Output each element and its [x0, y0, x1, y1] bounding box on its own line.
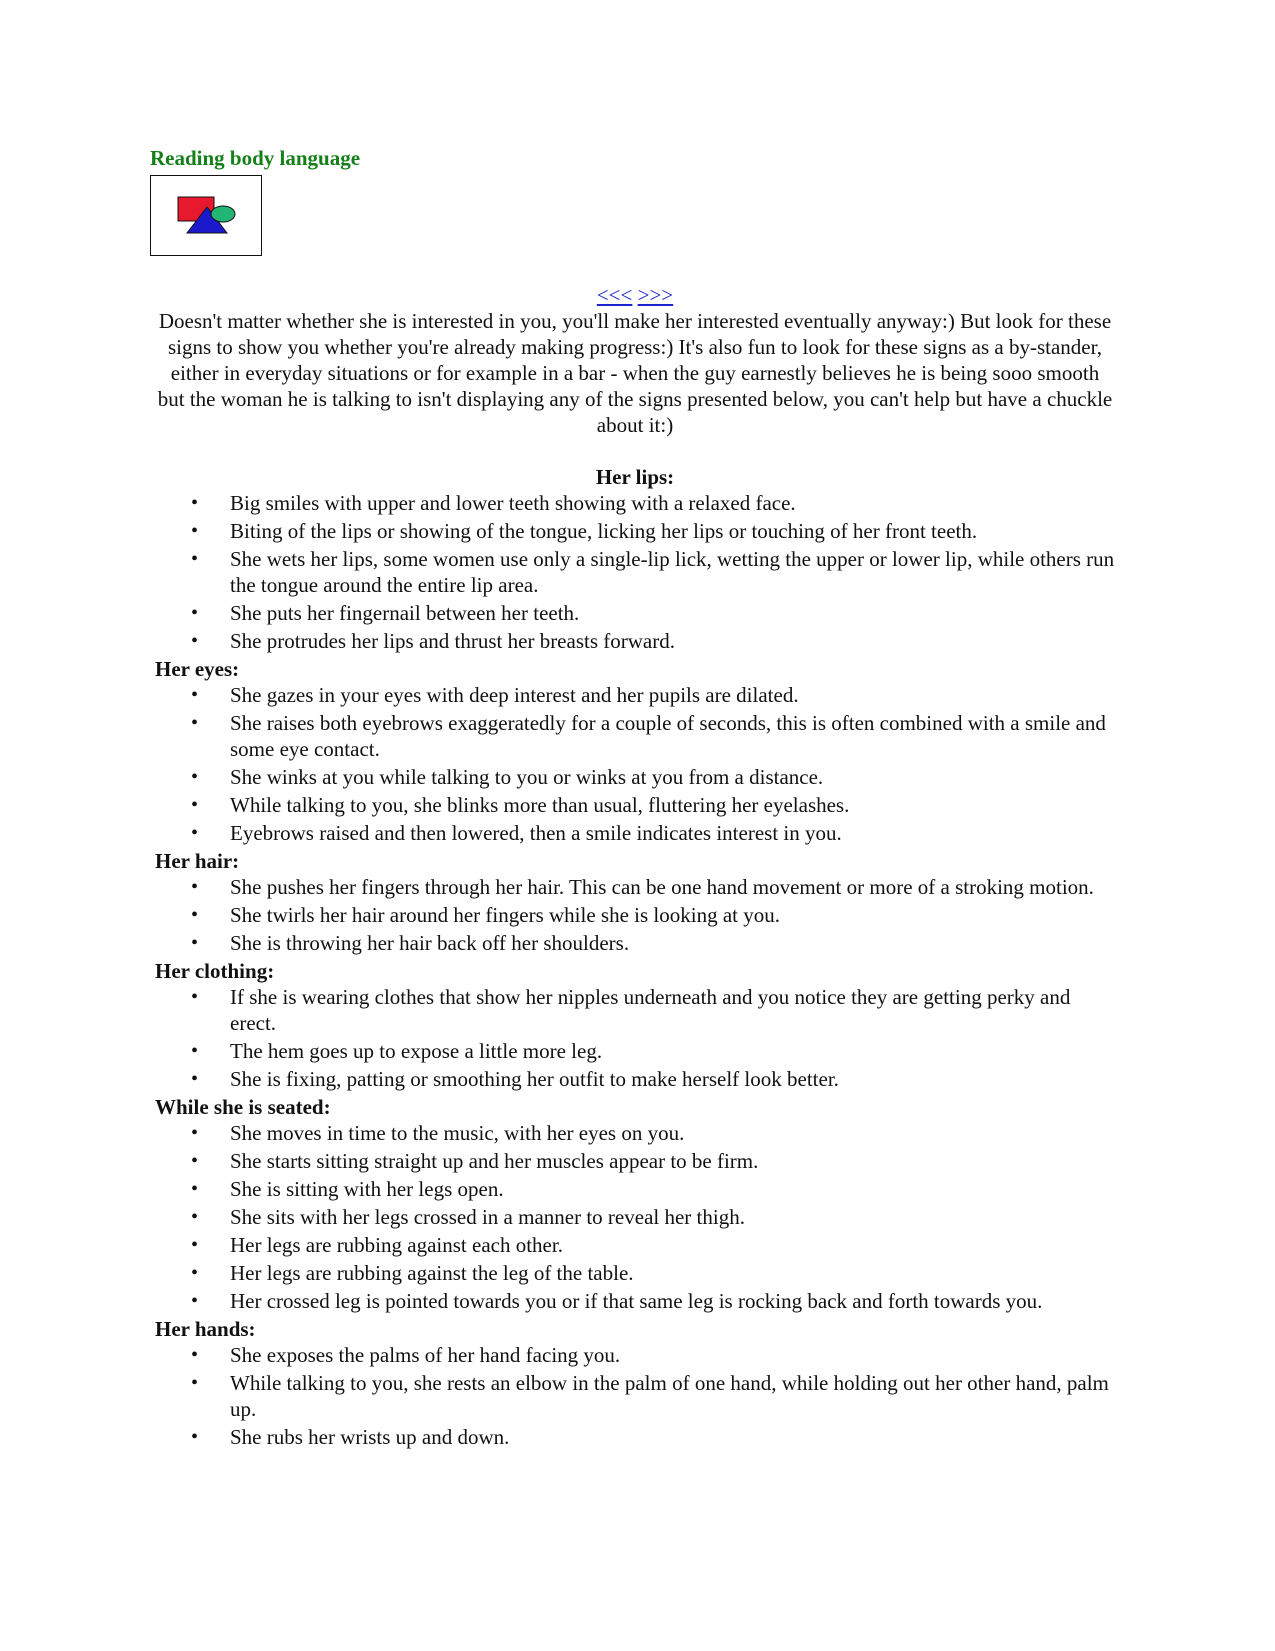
list-item: • She gazes in your eyes with deep interest and her pupils are dilated.	[155, 682, 1115, 708]
list-item: • She pushes her fingers through her hair. This can be one hand movement or more of a stroking motion.	[155, 874, 1115, 900]
sign-list	[155, 1120, 1115, 1314]
sign-list	[155, 874, 1115, 956]
section-heading: While she is seated:	[155, 1095, 331, 1119]
list-item: • She moves in time to the music, with her eyes on you.	[155, 1120, 1115, 1146]
list-item: • She puts her fingernail between her teeth.	[155, 600, 1115, 626]
list-item: • Biting of the lips or showing of the tongue, licking her lips or touching of her front teeth.	[155, 518, 1115, 544]
list-item: • She raises both eyebrows exaggeratedly for a couple of seconds, this is often combined with a smile and some eye contact.	[155, 710, 1115, 762]
list-item: • She rubs her wrists up and down.	[155, 1424, 1115, 1450]
list-item: • She twirls her hair around her fingers while she is looking at you.	[155, 902, 1115, 928]
section-heading: Her lips:	[595, 465, 675, 489]
list-item: • She sits with her legs crossed in a manner to reveal her thigh.	[155, 1204, 1115, 1230]
list-item: • Eyebrows raised and then lowered, then a smile indicates interest in you.	[155, 820, 1115, 846]
list-item: • Her crossed leg is pointed towards you or if that same leg is rocking back and forth towards you.	[155, 1288, 1115, 1314]
list-item: • She winks at you while talking to you or winks at you from a distance.	[155, 764, 1115, 790]
logo-frame	[150, 175, 262, 256]
sign-list	[155, 682, 1115, 846]
article-body	[155, 282, 1115, 1452]
section-heading: Her eyes:	[155, 657, 240, 681]
section-heading: Her clothing:	[155, 959, 275, 983]
shapes-logo-icon	[151, 176, 261, 255]
list-item: • Her legs are rubbing against the leg of the table.	[155, 1260, 1115, 1286]
list-item: • She protrudes her lips and thrust her breasts forward.	[155, 628, 1115, 654]
list-item: • She is fixing, patting or smoothing her outfit to make herself look better.	[155, 1066, 1115, 1092]
list-item: • While talking to you, she rests an elbow in the palm of one hand, while holding out her other hand, palm up.	[155, 1370, 1115, 1422]
list-item: • She is sitting with her legs open.	[155, 1176, 1115, 1202]
list-item: • If she is wearing clothes that show her nipples underneath and you notice they are getting perky and erect.	[155, 984, 1115, 1036]
page-navigation	[155, 282, 1115, 308]
list-item: • She is throwing her hair back off her shoulders.	[155, 930, 1115, 956]
next-page-link[interactable]: >>>	[637, 283, 674, 307]
section-heading: Her hands:	[155, 1317, 256, 1341]
list-item: • While talking to you, she blinks more than usual, fluttering her eyelashes.	[155, 792, 1115, 818]
list-item: • The hem goes up to expose a little more leg.	[155, 1038, 1115, 1064]
list-item: • She starts sitting straight up and her muscles appear to be firm.	[155, 1148, 1115, 1174]
section-heading: Her hair:	[155, 849, 240, 873]
list-item: • She exposes the palms of her hand facing you.	[155, 1342, 1115, 1368]
sign-sections	[155, 464, 1115, 1450]
sign-list	[155, 490, 1115, 654]
list-item: • Big smiles with upper and lower teeth showing with a relaxed face.	[155, 490, 1115, 516]
previous-page-link[interactable]: <<<	[596, 283, 633, 307]
page-title: Reading body language	[150, 146, 361, 170]
list-item: • Her legs are rubbing against each other.	[155, 1232, 1115, 1258]
intro-paragraph: Doesn't matter whether she is interested in you, you'll make her interested eventually anyway:) But look for these signs to show you whether you're already making progress:) It's also fun to look for these signs as a by-stander, either in everyday situations or for example in a bar - when the guy earnestly believes he is being sooo smooth but the woman he is talking to isn't displaying any of the signs presented below, you can't help but have a chuckle about it:)	[157, 309, 1113, 437]
list-item: • She wets her lips, some women use only a single-lip lick, wetting the upper or lower lip, while others run the tongue around the entire lip area.	[155, 546, 1115, 598]
sign-list	[155, 1342, 1115, 1450]
sign-list	[155, 984, 1115, 1092]
